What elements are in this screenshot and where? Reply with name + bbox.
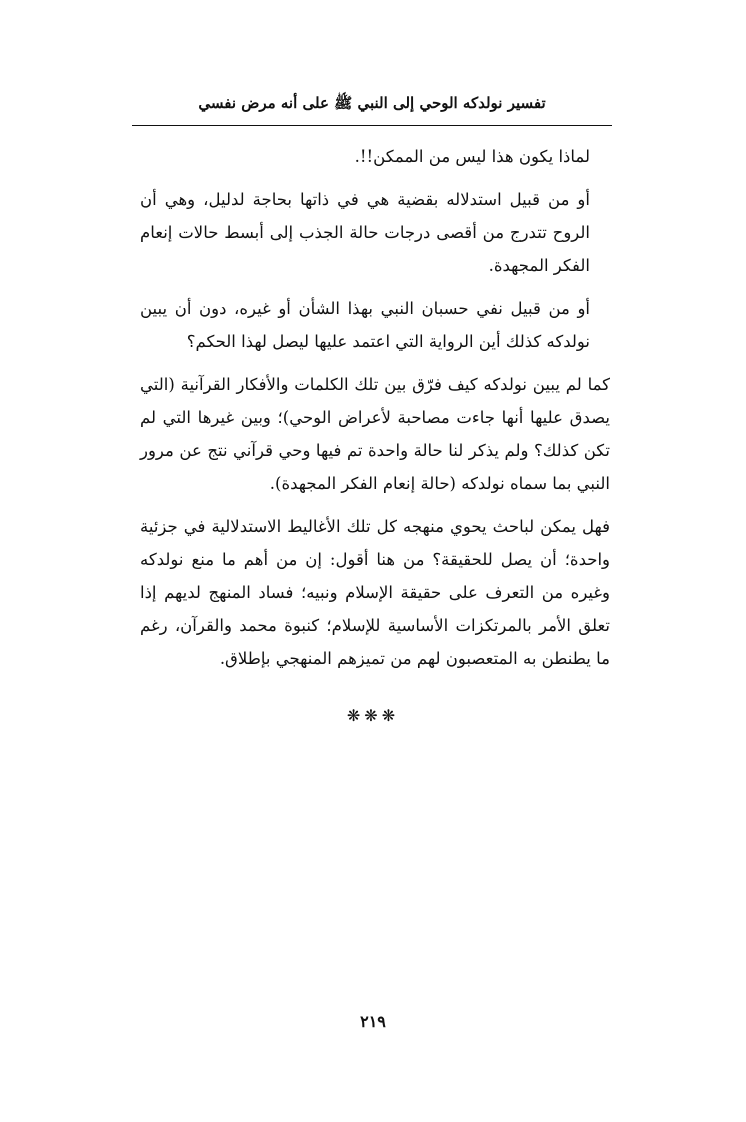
paragraph-3: أو من قبيل نفي حسبان النبي بهذا الشأن أو غيره، دون أن يبين نولدكه كذلك أين الرواية التي اعتمد عليها ليصل لهذا الحكم؟ — [140, 299, 590, 351]
paragraph-2: أو من قبيل استدلاله بقضية هي في ذاتها بحاجة لدليل، وهي أن الروح تتدرج من أقصى درجات حالة الجذب إلى أبسط حالات إنعام الفكر المجهدة. — [140, 190, 590, 275]
running-header-title: تفسير نولدكه الوحي إلى النبي ﷺ على أنه مرض نفسي — [198, 94, 546, 112]
page-number: ٢١٩ — [360, 1012, 386, 1031]
paragraph-5: فهل يمكن لباحث يحوي منهجه كل تلك الأغاليط الاستدلالية في جزئية واحدة؛ أن يصل للحقيقة؟ من هنا أقول: إن من أهم ما منع نولدكه وغيره من التعرف على حقيقة الإسلام ونبيه؛ فساد المنهج لديهم إذا تعلق الأمر بالمرتكزات الأساسية للإسلام؛ كنبوة محمد والقرآن، رغم ما يطنطن به المتعصبون لهم من تميزهم المنهجي بإطلاق. — [140, 517, 610, 668]
paragraph-1: لماذا يكون هذا ليس من الممكن!!. — [354, 147, 590, 166]
running-header — [132, 90, 612, 126]
paragraph-4: كما لم يبين نولدكه كيف فرّق بين تلك الكلمات والأفكار القرآنية (التي يصدق عليها أنها جاءت مصاحبة لأعراض الوحي)؛ وبين غيرها التي لم تكن كذلك؟ ولم يذكر لنا حالة واحدة تم فيها وحي قرآني نتج عن مرور النبي بما سماه نولدكه (حالة إنعام الفكر المجهدة). — [140, 375, 610, 493]
body-text — [140, 140, 610, 675]
section-separator: ❋❋❋ — [346, 706, 400, 725]
